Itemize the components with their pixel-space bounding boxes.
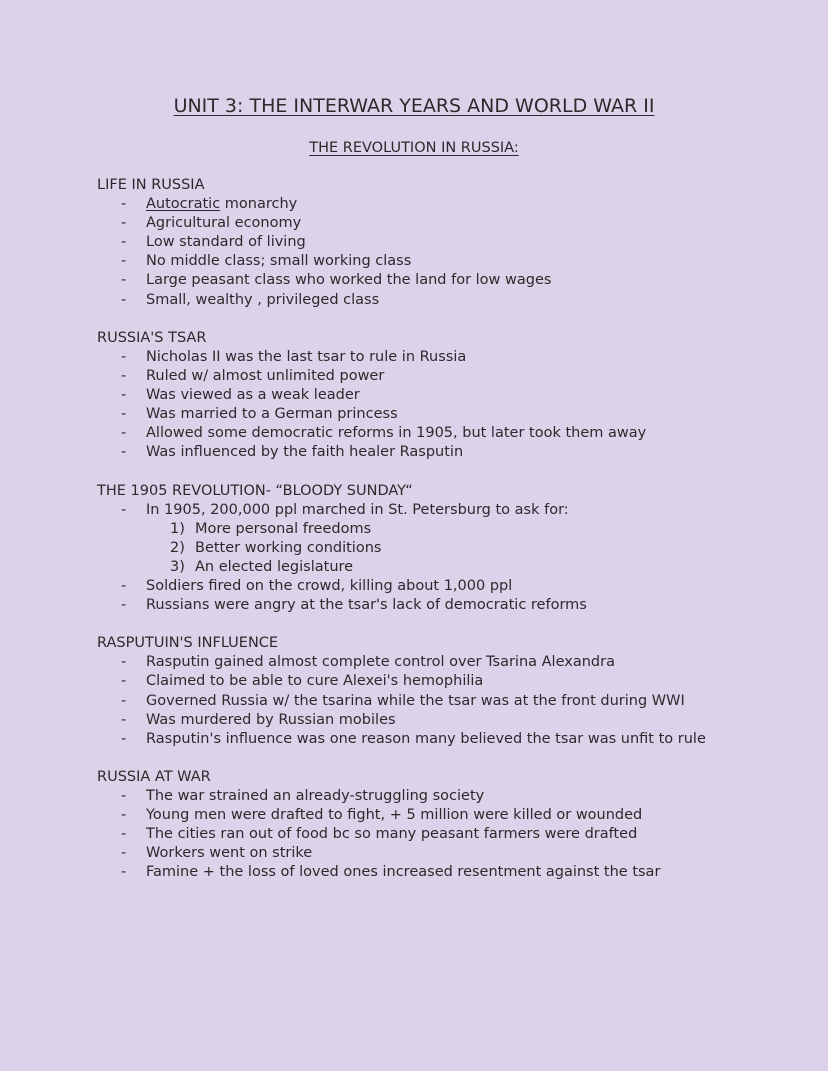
dash-bullet-icon: - bbox=[121, 234, 127, 251]
bullet-text: Rasputin gained almost complete control over Tsarina Alexandra bbox=[146, 654, 615, 671]
bullet-text: Was murdered by Russian mobiles bbox=[146, 711, 396, 728]
bullet-item bbox=[97, 252, 737, 271]
bullet-text: Famine + the loss of loved ones increased resentment against the tsar bbox=[146, 864, 661, 881]
bullet-item bbox=[97, 348, 737, 367]
dash-bullet-icon: - bbox=[121, 807, 127, 824]
bullet-text: Soldiers fired on the crowd, killing about 1,000 ppl bbox=[146, 577, 513, 594]
bullet-item bbox=[97, 596, 737, 615]
dash-bullet-icon: - bbox=[121, 864, 127, 881]
numbered-item bbox=[146, 558, 737, 577]
numbered-item-text: An elected legislature bbox=[195, 558, 354, 575]
numbered-item-text: More personal freedoms bbox=[195, 520, 372, 537]
section-heading: RASPUTUIN'S INFLUENCE bbox=[97, 635, 279, 652]
bullet-text: Ruled w/ almost unlimited power bbox=[146, 367, 385, 384]
bullet-item bbox=[97, 577, 737, 596]
bullet-item bbox=[97, 367, 737, 386]
notes-section bbox=[97, 482, 737, 616]
dash-bullet-icon: - bbox=[121, 501, 127, 518]
bullet-text: The war strained an already-struggling society bbox=[146, 788, 485, 804]
bullet-item bbox=[97, 806, 737, 825]
dash-bullet-icon: - bbox=[121, 826, 127, 843]
section-heading: LIFE IN RUSSIA bbox=[97, 177, 205, 193]
numbered-sublist bbox=[146, 520, 737, 577]
bullet-text: Allowed some democratic reforms in 1905, but later took them away bbox=[146, 425, 647, 442]
bullet-item bbox=[97, 711, 737, 730]
section-heading: RUSSIA'S TSAR bbox=[97, 329, 207, 346]
bullet-text: Young men were drafted to fight, + 5 million were killed or wounded bbox=[146, 807, 643, 824]
bullet-text: Small, wealthy , privileged class bbox=[146, 291, 380, 308]
bullet-item bbox=[97, 844, 737, 863]
document-title: UNIT 3: THE INTERWAR YEARS AND WORLD WAR II bbox=[173, 95, 655, 117]
bullet-text: Was married to a German princess bbox=[146, 406, 398, 423]
dash-bullet-icon: - bbox=[121, 253, 127, 270]
notes-section bbox=[97, 634, 737, 749]
section-heading: THE 1905 REVOLUTION- “BLOODY SUNDAY“ bbox=[97, 482, 413, 499]
bullet-item bbox=[97, 405, 737, 424]
bullet-item bbox=[97, 424, 737, 443]
dash-bullet-icon: - bbox=[121, 291, 127, 308]
bullet-text: The cities ran out of food bc so many peasant farmers were drafted bbox=[146, 826, 638, 843]
bullet-item bbox=[97, 291, 737, 310]
document-subtitle: THE REVOLUTION IN RUSSIA: bbox=[309, 140, 519, 156]
dash-bullet-icon: - bbox=[121, 444, 127, 461]
bullet-text: Claimed to be able to cure Alexei's hemophilia bbox=[146, 673, 484, 690]
notes-section bbox=[97, 176, 737, 310]
notes-sections bbox=[97, 176, 737, 902]
bullet-item bbox=[97, 653, 737, 672]
bullet-text: In 1905, 200,000 ppl marched in St. Petersburg to ask for: bbox=[146, 501, 569, 518]
bullet-text: Large peasant class who worked the land for low wages bbox=[146, 272, 552, 289]
dash-bullet-icon: - bbox=[121, 788, 127, 804]
bullet-list bbox=[97, 501, 737, 616]
bullet-item bbox=[97, 271, 737, 290]
bullet-text: Low standard of living bbox=[146, 234, 306, 251]
dash-bullet-icon: - bbox=[121, 215, 127, 232]
bullet-item bbox=[97, 787, 737, 806]
bullet-text: Was influenced by the faith healer Rasputin bbox=[146, 444, 464, 461]
dash-bullet-icon: - bbox=[121, 425, 127, 442]
numbered-item bbox=[146, 539, 737, 558]
bullet-item bbox=[97, 863, 737, 882]
dash-bullet-icon: - bbox=[121, 196, 127, 213]
dash-bullet-icon: - bbox=[121, 730, 127, 747]
section-heading: RUSSIA AT WAR bbox=[97, 768, 211, 785]
bullet-item bbox=[97, 672, 737, 691]
bullet-list bbox=[97, 348, 737, 463]
bullet-item bbox=[97, 443, 737, 462]
dash-bullet-icon: - bbox=[121, 272, 127, 289]
notes-section bbox=[97, 329, 737, 463]
dash-bullet-icon: - bbox=[121, 845, 127, 862]
numbered-item bbox=[146, 520, 737, 539]
bullet-text: Agricultural economy bbox=[146, 215, 302, 232]
dash-bullet-icon: - bbox=[121, 367, 127, 384]
item-number: 2) bbox=[170, 539, 185, 556]
dash-bullet-icon: - bbox=[121, 387, 127, 404]
bullet-item bbox=[97, 692, 737, 711]
bullet-text: Was viewed as a weak leader bbox=[146, 387, 360, 404]
dash-bullet-icon: - bbox=[121, 692, 127, 709]
numbered-item-text: Better working conditions bbox=[195, 539, 382, 556]
bullet-text: Rasputin's influence was one reason many believed the tsar was unfit to rule bbox=[146, 730, 706, 747]
bullet-text: Workers went on strike bbox=[146, 845, 313, 862]
bullet-text: No middle class; small working class bbox=[146, 253, 412, 270]
bullet-text: Russians were angry at the tsar's lack of democratic reforms bbox=[146, 597, 587, 614]
bullet-item bbox=[97, 501, 737, 577]
bullet-item bbox=[97, 214, 737, 233]
dash-bullet-icon: - bbox=[121, 673, 127, 690]
bullet-text: monarchy bbox=[220, 196, 298, 213]
bullet-text: Nicholas II was the last tsar to rule in Russia bbox=[146, 348, 467, 365]
item-number: 1) bbox=[170, 520, 185, 537]
bullet-item bbox=[97, 195, 737, 214]
dash-bullet-icon: - bbox=[121, 348, 127, 365]
bullet-item bbox=[97, 825, 737, 844]
notes-section bbox=[97, 768, 737, 883]
bullet-list bbox=[97, 787, 737, 882]
dash-bullet-icon: - bbox=[121, 597, 127, 614]
bullet-text: Governed Russia w/ the tsarina while the tsar was at the front during WWI bbox=[146, 692, 685, 709]
bullet-list bbox=[97, 195, 737, 310]
item-number: 3) bbox=[170, 558, 185, 575]
underlined-term: Autocratic bbox=[146, 196, 221, 213]
dash-bullet-icon: - bbox=[121, 406, 127, 423]
dash-bullet-icon: - bbox=[121, 577, 127, 594]
dash-bullet-icon: - bbox=[121, 654, 127, 671]
dash-bullet-icon: - bbox=[121, 711, 127, 728]
bullet-item bbox=[97, 233, 737, 252]
bullet-item bbox=[97, 730, 737, 749]
bullet-list bbox=[97, 653, 737, 748]
bullet-item bbox=[97, 386, 737, 405]
